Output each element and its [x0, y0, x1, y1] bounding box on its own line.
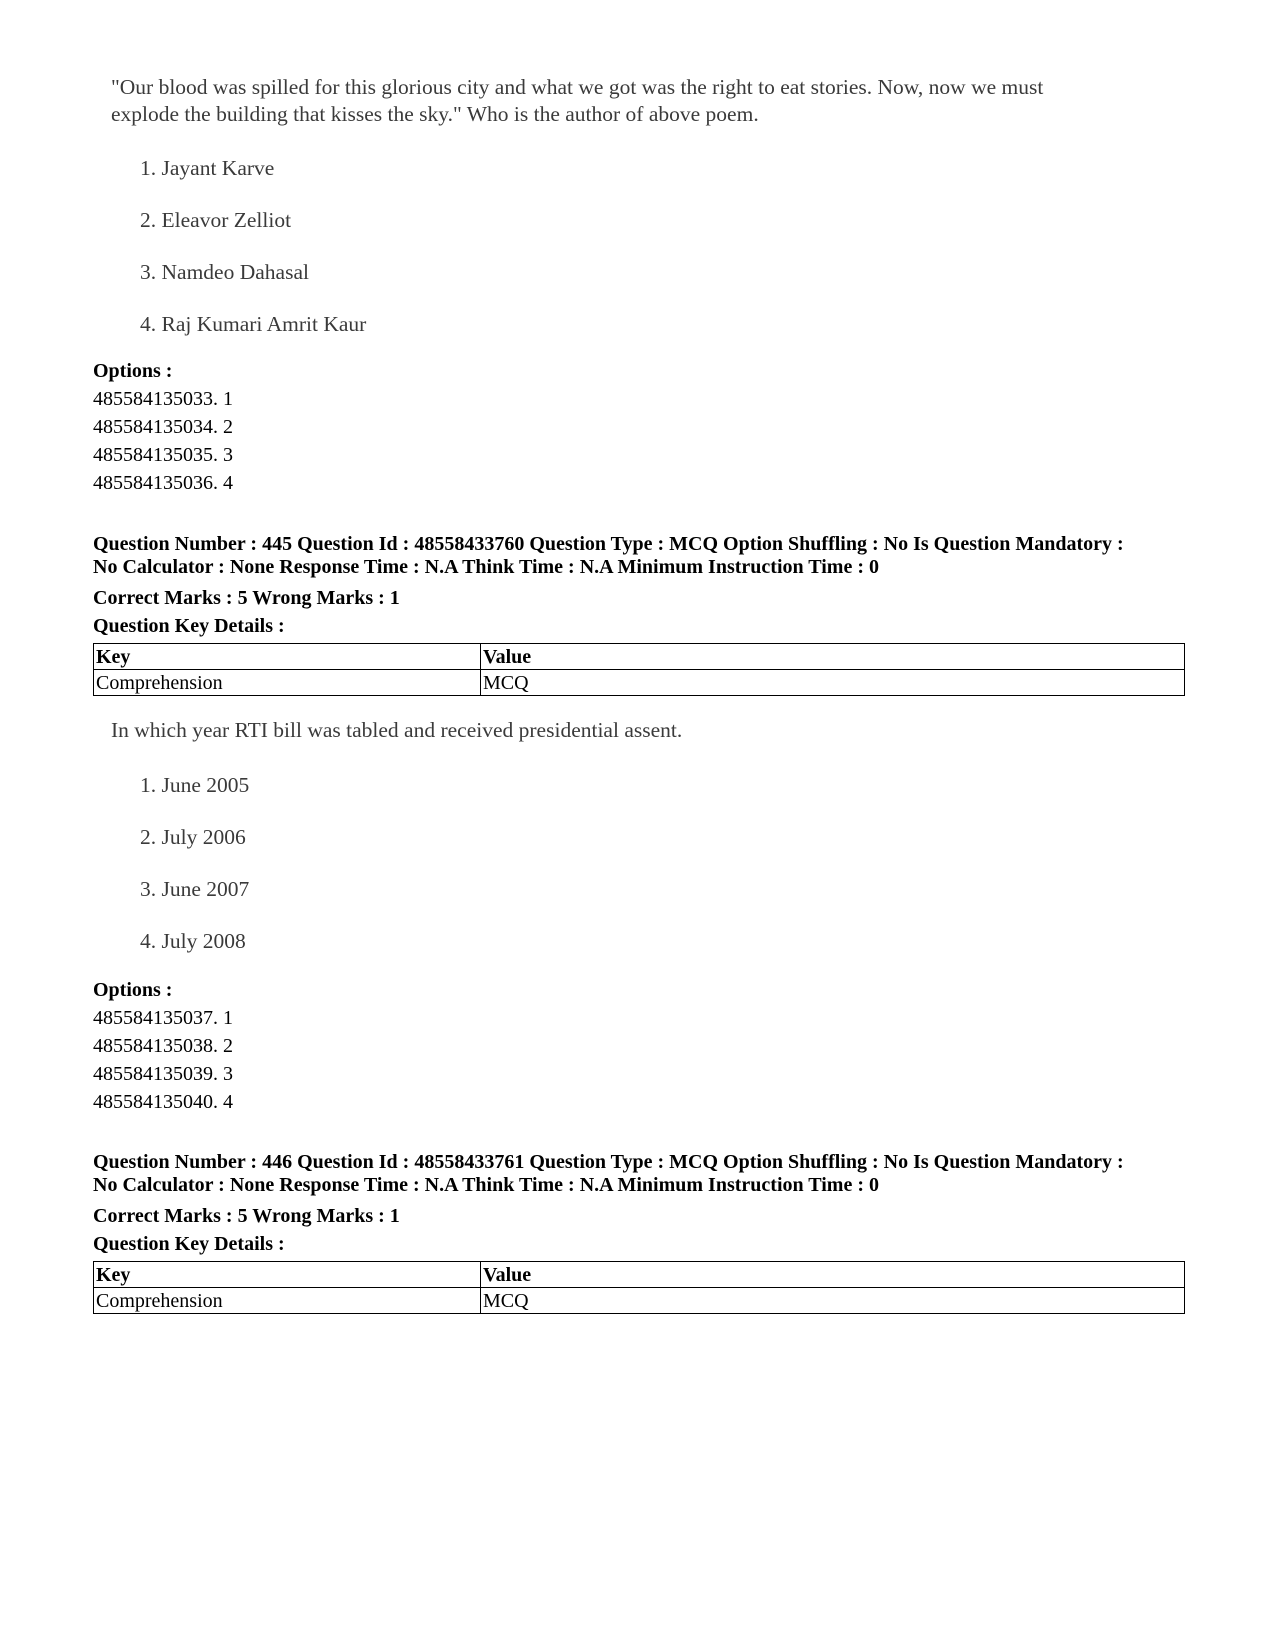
choice-item: 4. July 2008 — [140, 929, 246, 953]
question-445-meta — [93, 533, 1193, 579]
options-label: Options : — [93, 979, 173, 1001]
table-cell-value: MCQ — [481, 670, 1185, 696]
meta-line: No Calculator : None Response Time : N.A Think Time : N.A Minimum Instruction Time : 0 — [93, 556, 879, 578]
option-id: 485584135038. 2 — [93, 1035, 233, 1057]
meta-line: Question Number : 446 Question Id : 48558433761 Question Type : MCQ Option Shuffling : No Is Question Mandatory : — [93, 1151, 1124, 1173]
marks-line: Correct Marks : 5 Wrong Marks : 1 — [93, 587, 400, 609]
question-text-line: "Our blood was spilled for this glorious city and what we got was the right to eat stories. Now, now we must — [111, 75, 1044, 99]
meta-line: Question Number : 445 Question Id : 48558433760 Question Type : MCQ Option Shuffling : No Is Question Mandatory : — [93, 533, 1124, 555]
table-cell-value: MCQ — [481, 1288, 1185, 1314]
table-header-key: Key — [94, 644, 481, 670]
question-445-text: In which year RTI bill was tabled and received presidential assent. — [111, 718, 683, 742]
option-id: 485584135039. 3 — [93, 1063, 233, 1085]
options-label: Options : — [93, 360, 173, 382]
question-key-table — [93, 1261, 1185, 1314]
key-details-label: Question Key Details : — [93, 615, 285, 637]
table-header-value: Value — [481, 644, 1185, 670]
table-cell-key: Comprehension — [94, 670, 481, 696]
table-row — [94, 670, 1185, 696]
choice-item: 1. Jayant Karve — [140, 156, 275, 180]
table-header-value: Value — [481, 1262, 1185, 1288]
option-id: 485584135034. 2 — [93, 416, 233, 438]
choice-item: 2. Eleavor Zelliot — [140, 208, 292, 232]
table-header-row — [94, 1262, 1185, 1288]
key-details-label: Question Key Details : — [93, 1233, 285, 1255]
option-id: 485584135036. 4 — [93, 472, 233, 494]
choice-item: 4. Raj Kumari Amrit Kaur — [140, 312, 367, 336]
marks-line: Correct Marks : 5 Wrong Marks : 1 — [93, 1205, 400, 1227]
meta-line: No Calculator : None Response Time : N.A Think Time : N.A Minimum Instruction Time : 0 — [93, 1174, 879, 1196]
option-id: 485584135037. 1 — [93, 1007, 233, 1029]
table-header-row — [94, 644, 1185, 670]
option-id: 485584135033. 1 — [93, 388, 233, 410]
choice-item: 3. June 2007 — [140, 877, 250, 901]
question-text-line: explode the building that kisses the sky." Who is the author of above poem. — [111, 102, 759, 126]
question-key-table — [93, 643, 1185, 696]
table-header-key: Key — [94, 1262, 481, 1288]
choice-item: 2. July 2006 — [140, 825, 246, 849]
choice-item: 3. Namdeo Dahasal — [140, 260, 309, 284]
choice-item: 1. June 2005 — [140, 773, 250, 797]
option-id: 485584135035. 3 — [93, 444, 233, 466]
table-cell-key: Comprehension — [94, 1288, 481, 1314]
option-id: 485584135040. 4 — [93, 1091, 233, 1113]
question-446-meta — [93, 1151, 1193, 1197]
table-row — [94, 1288, 1185, 1314]
